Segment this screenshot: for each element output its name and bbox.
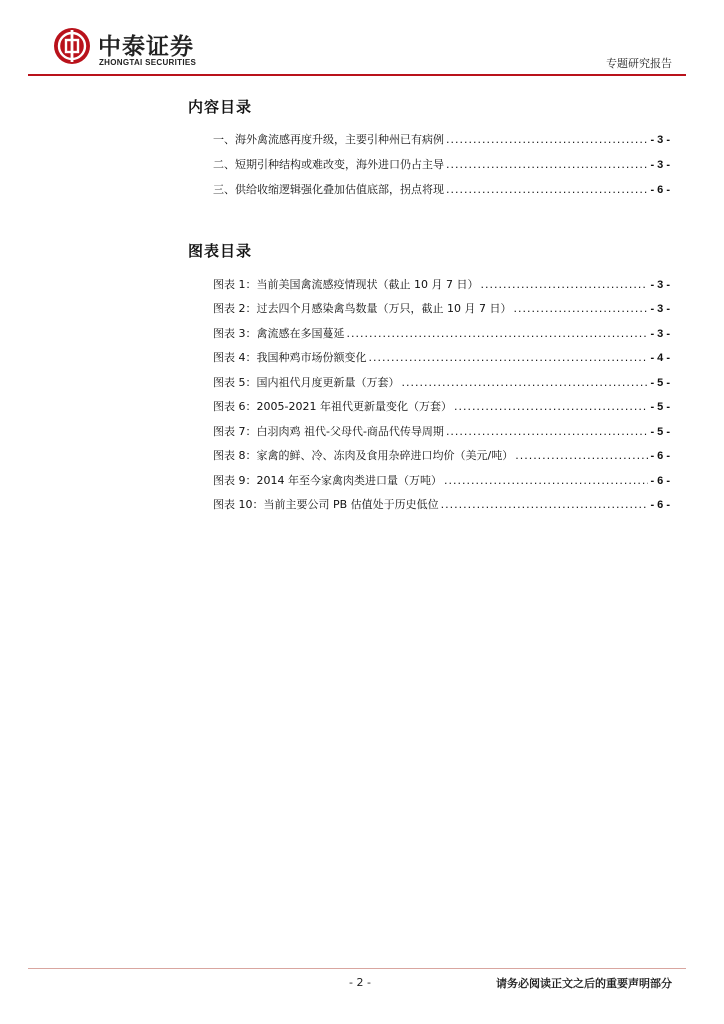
figure-item[interactable] [213, 325, 670, 341]
toc-item-page: - 3 - [650, 134, 670, 146]
contents-title: 内容目录 [188, 98, 253, 116]
toc-leader [441, 498, 649, 511]
page-number: - 2 - [349, 976, 371, 989]
toc-item-text: 一、海外禽流感再度升级，主要引种州已有病例 [213, 133, 444, 146]
toc-item-page: - 3 - [650, 159, 670, 171]
toc-leader [446, 425, 649, 438]
figure-item[interactable] [213, 423, 670, 439]
figures-title: 图表目录 [188, 242, 253, 260]
figure-item-text: 图表 4：我国种鸡市场份额变化 [213, 351, 367, 364]
figure-item-page: - 5 - [650, 401, 670, 413]
figure-item[interactable] [213, 447, 670, 463]
logo-name-cn: 中泰证券 [98, 34, 194, 60]
report-type-label: 专题研究报告 [606, 57, 672, 70]
figure-item-text: 图表 7：白羽肉鸡 祖代-父母代-商品代传导周期 [213, 425, 444, 438]
toc-leader [444, 474, 648, 487]
figure-item-text: 图表 6：2005-2021 年祖代更新量变化（万套） [213, 400, 452, 413]
toc-leader [480, 278, 648, 291]
figure-item[interactable] [213, 300, 670, 316]
toc-leader [402, 376, 649, 389]
header-divider [28, 74, 686, 76]
figure-item-page: - 6 - [650, 499, 670, 511]
figure-item-text: 图表 3：禽流感在多国蔓延 [213, 327, 345, 340]
toc-item[interactable] [213, 181, 670, 197]
figure-item[interactable] [213, 276, 670, 292]
toc-leader [446, 158, 648, 171]
figure-item-page: - 5 - [650, 377, 670, 389]
figure-item-page: - 3 - [650, 279, 670, 291]
figure-item[interactable] [213, 472, 670, 488]
figure-item-page: - 6 - [650, 450, 670, 462]
figure-item-page: - 5 - [650, 426, 670, 438]
footer-disclaimer: 请务必阅读正文之后的重要声明部分 [496, 977, 672, 990]
figure-item-page: - 4 - [650, 352, 670, 364]
logo-name-en: ZHONGTAI SECURITIES [99, 58, 197, 67]
figure-item-text: 图表 2：过去四个月感染禽鸟数量（万只，截止 10 月 7 日） [213, 302, 512, 315]
figure-item-page: - 3 - [650, 303, 670, 315]
figure-item-page: - 6 - [650, 475, 670, 487]
footer-divider [28, 968, 686, 969]
toc-item-text: 三、供给收缩逻辑强化叠加估值底部，拐点将现 [213, 183, 444, 196]
toc-item-text: 二、短期引种结构或难改变，海外进口仍占主导 [213, 158, 444, 171]
toc-leader [515, 449, 648, 462]
toc-leader [369, 351, 649, 364]
figure-item[interactable] [213, 496, 670, 512]
toc-leader [454, 400, 648, 413]
figure-item[interactable] [213, 398, 670, 414]
toc-leader [446, 183, 648, 196]
figure-item-text: 图表 5：国内祖代月度更新量（万套） [213, 376, 400, 389]
toc-leader [347, 327, 649, 340]
figure-item[interactable] [213, 374, 670, 390]
toc-item-page: - 6 - [650, 184, 670, 196]
logo-emblem-icon [52, 26, 92, 66]
toc-leader [513, 302, 648, 315]
figure-item-page: - 3 - [650, 328, 670, 340]
figure-item-text: 图表 9：2014 年至今家禽肉类进口量（万吨） [213, 474, 442, 487]
figure-item-text: 图表 8：家禽的鲜、冷、冻肉及食用杂碎进口均价（美元/吨） [213, 449, 514, 462]
figure-item[interactable] [213, 349, 670, 365]
toc-leader [446, 133, 648, 146]
figure-item-text: 图表 1：当前美国禽流感疫情现状（截止 10 月 7 日） [213, 278, 479, 291]
toc-item[interactable] [213, 156, 670, 172]
figure-item-text: 图表 10：当前主要公司 PB 估值处于历史低位 [213, 498, 439, 511]
company-logo [52, 26, 222, 72]
toc-item[interactable] [213, 131, 670, 147]
